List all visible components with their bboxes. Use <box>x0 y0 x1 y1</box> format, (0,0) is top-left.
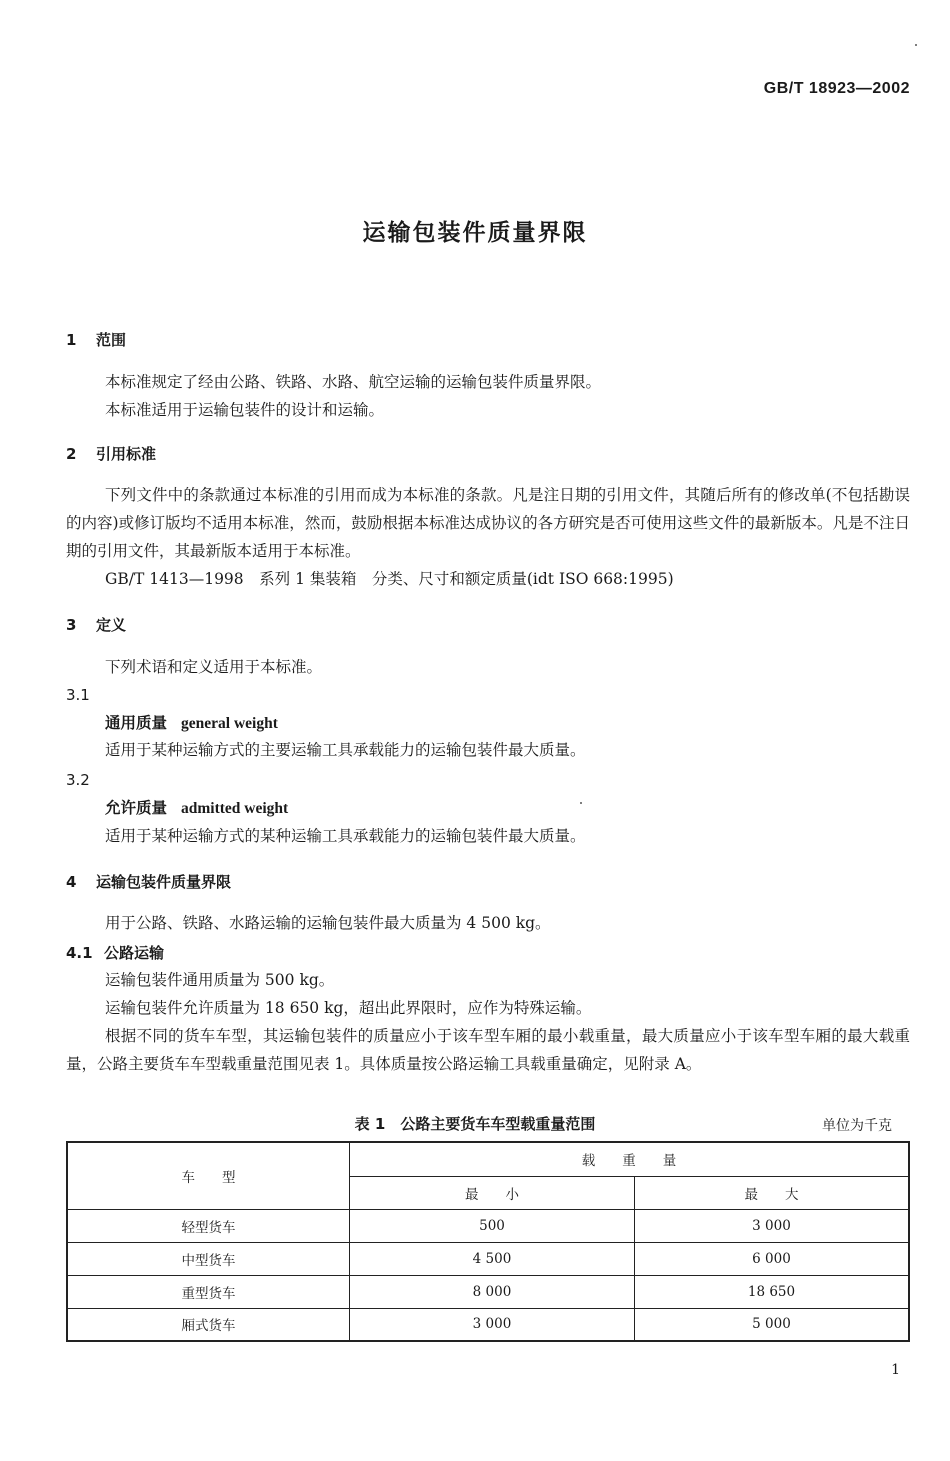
cell-type: 轻型货车 <box>67 1209 350 1242</box>
table-caption: 表 1 公路主要货车车型载重量范围 <box>354 1115 596 1133</box>
header-load: 载 重 量 <box>350 1142 910 1176</box>
section-number: 1 <box>66 331 77 349</box>
standard-code: GB/T 18923—2002 <box>763 80 910 97</box>
term-en: admitted weight <box>181 800 289 817</box>
header-max: 最 大 <box>635 1176 910 1209</box>
cell-min: 500 <box>350 1209 635 1242</box>
load-capacity-table <box>66 1141 910 1342</box>
section-4-1-line-1: 运输包装件通用质量为 500 kg。 <box>105 971 335 989</box>
section-1-heading <box>66 329 126 350</box>
section-1-para-1: 本标准规定了经由公路、铁路、水路、航空运输的运输包装件质量界限。 <box>105 373 602 391</box>
scan-speck <box>915 44 917 46</box>
section-3-intro: 下列术语和定义适用于本标准。 <box>105 658 323 676</box>
section-2-heading <box>66 443 156 464</box>
cell-min: 8 000 <box>350 1275 635 1308</box>
section-4-1-heading <box>66 942 164 963</box>
definition-3-1-number: 3.1 <box>66 686 90 704</box>
cell-min: 4 500 <box>350 1242 635 1275</box>
section-title: 公路运输 <box>104 944 165 962</box>
cell-type: 中型货车 <box>67 1242 350 1275</box>
section-number: 2 <box>66 445 77 463</box>
section-title: 定义 <box>96 616 127 634</box>
term-cn: 通用质量 <box>105 713 168 732</box>
document-title: 运输包装件质量界限 <box>362 220 588 246</box>
cell-max: 3 000 <box>635 1209 910 1242</box>
term-cn: 允许质量 <box>105 798 168 817</box>
section-4-1-line-2: 运输包装件允许质量为 18 650 kg，超出此界限时，应作为特殊运输。 <box>105 999 592 1017</box>
section-number: 4 <box>66 873 77 891</box>
cell-max: 6 000 <box>635 1242 910 1275</box>
cell-max: 18 650 <box>635 1275 910 1308</box>
cell-type: 厢式货车 <box>67 1308 350 1341</box>
table-row <box>67 1308 909 1341</box>
section-4-1-line-3: 根据不同的货车车型，其运输包装件的质量应小于该车型车厢的最小载重量，最大质量应小于该车型车厢的最大载重量，公路主要货车车型载重量范围见表 1。具体质量按公路运输工具载重量确定，见附录 A。 <box>66 1027 910 1073</box>
definition-3-2-text: 适用于某种运输方式的某种运输工具承载能力的运输包装件最大质量。 <box>105 827 586 845</box>
table-header-row <box>67 1142 909 1176</box>
section-2-paragraph: 下列文件中的条款通过本标准的引用而成为本标准的条款。凡是注日期的引用文件，其随后所有的修改单(不包括勘误的内容)或修订版均不适用本标准，然而，鼓励根据本标准达成协议的各方研究是否可使用这些文件的最新版本。凡是不注日期的引用文件，其最新版本适用于本标准。 <box>66 486 910 560</box>
table-row <box>67 1209 909 1242</box>
section-title: 引用标准 <box>96 445 157 463</box>
section-1-para-2: 本标准适用于运输包装件的设计和运输。 <box>105 401 385 419</box>
definition-3-1-text: 适用于某种运输方式的主要运输工具承载能力的运输包装件最大质量。 <box>105 741 586 759</box>
table-unit: 单位为千克 <box>822 1118 892 1134</box>
header-vehicle-type: 车 型 <box>67 1142 350 1209</box>
cell-type: 重型货车 <box>67 1275 350 1308</box>
cell-min: 3 000 <box>350 1308 635 1341</box>
section-title: 运输包装件质量界限 <box>96 873 232 891</box>
definition-3-2-term <box>105 796 288 818</box>
cell-max: 5 000 <box>635 1308 910 1341</box>
table-row <box>67 1242 909 1275</box>
definition-3-2-number: 3.2 <box>66 771 90 789</box>
header-min: 最 小 <box>350 1176 635 1209</box>
page-number: 1 <box>891 1362 900 1378</box>
definition-3-1-term <box>105 711 278 733</box>
section-title: 范围 <box>96 331 127 349</box>
section-number: 4.1 <box>66 944 93 962</box>
scan-speck <box>580 802 582 804</box>
section-4-heading <box>66 871 231 892</box>
section-3-heading <box>66 614 126 635</box>
section-4-intro: 用于公路、铁路、水路运输的运输包装件最大质量为 4 500 kg。 <box>105 914 551 932</box>
section-number: 3 <box>66 616 77 634</box>
term-en: general weight <box>181 715 278 732</box>
section-2-reference: GB/T 1413—1998 系列 1 集装箱 分类、尺寸和额定质量(idt ISO 668:1995) <box>105 570 674 588</box>
table-row <box>67 1275 909 1308</box>
